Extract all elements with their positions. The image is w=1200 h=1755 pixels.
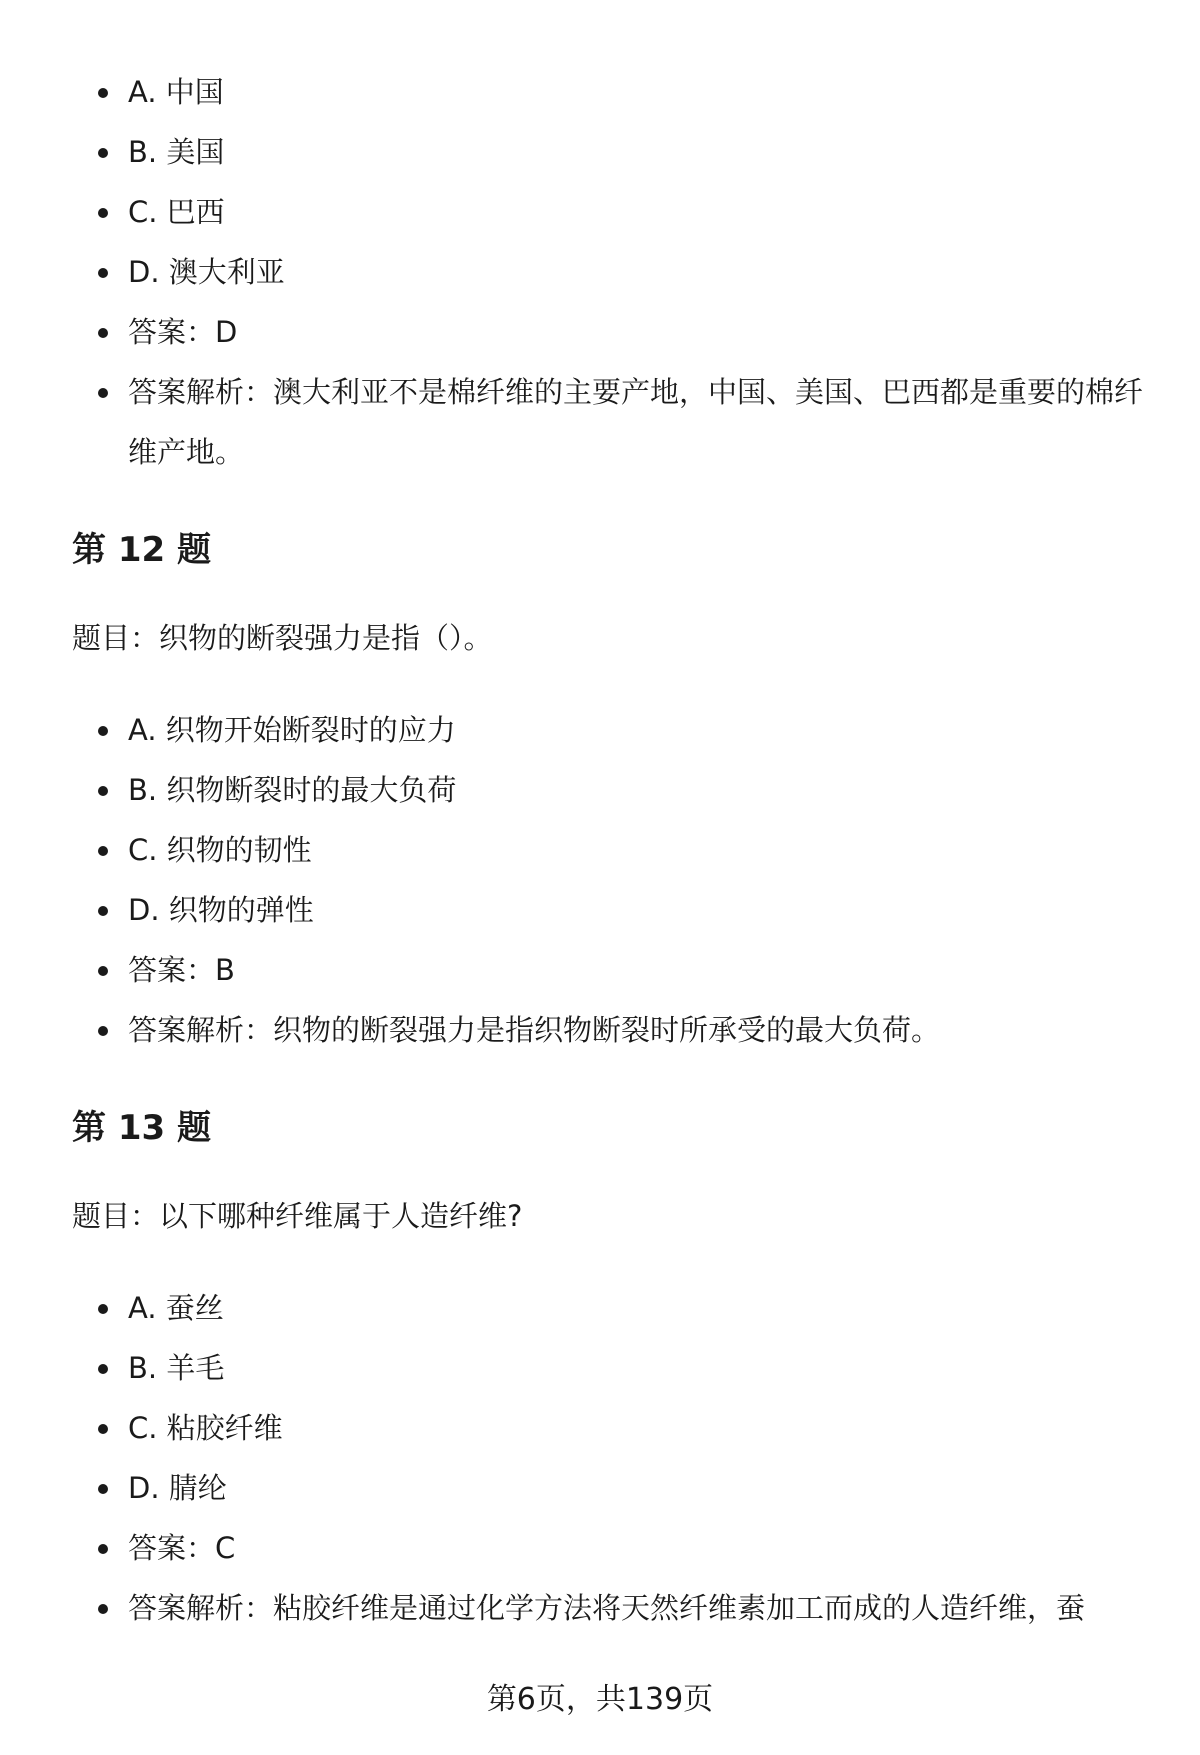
bullet-icon bbox=[98, 1304, 108, 1314]
list-item: D. 织物的弹性 bbox=[72, 880, 1152, 940]
list-item: D. 腈纶 bbox=[72, 1458, 1152, 1518]
option-list bbox=[72, 700, 1152, 1060]
page-number-footer: 第6页，共139页 bbox=[486, 1682, 714, 1717]
question-text: 题目：以下哪种纤维属于人造纤维? bbox=[72, 1199, 523, 1233]
bullet-icon bbox=[98, 1026, 108, 1036]
bullet-icon bbox=[98, 1604, 108, 1614]
list-item: B. 织物断裂时的最大负荷 bbox=[72, 760, 1152, 820]
explanation-item: 答案解析：粘胶纤维是通过化学方法将天然纤维素加工而成的人造纤维，蚕 bbox=[72, 1578, 1152, 1638]
question-heading: 第 13 题 bbox=[72, 1108, 211, 1148]
bullet-icon bbox=[98, 1424, 108, 1434]
list-item: C. 粘胶纤维 bbox=[72, 1398, 1152, 1458]
bullet-icon bbox=[98, 906, 108, 916]
question-heading: 第 12 题 bbox=[72, 530, 211, 570]
list-item: C. 织物的韧性 bbox=[72, 820, 1152, 880]
bullet-icon bbox=[98, 786, 108, 796]
list-item: A. 织物开始断裂时的应力 bbox=[72, 700, 1152, 760]
option-list bbox=[72, 1278, 1152, 1638]
answer-item: 答案：B bbox=[72, 940, 1152, 1000]
list-item: B. 羊毛 bbox=[72, 1338, 1152, 1398]
bullet-icon bbox=[98, 328, 108, 338]
bullet-icon bbox=[98, 846, 108, 856]
bullet-icon bbox=[98, 966, 108, 976]
list-item: A. 中国 bbox=[72, 62, 1152, 122]
bullet-icon bbox=[98, 1364, 108, 1374]
list-item: C. 巴西 bbox=[72, 182, 1152, 242]
list-item: A. 蚕丝 bbox=[72, 1278, 1152, 1338]
explanation-item: 答案解析：织物的断裂强力是指织物断裂时所承受的最大负荷。 bbox=[72, 1000, 1152, 1060]
bullet-icon bbox=[98, 1484, 108, 1494]
bullet-icon bbox=[98, 388, 108, 398]
bullet-icon bbox=[98, 208, 108, 218]
answer-item: 答案：C bbox=[72, 1518, 1152, 1578]
explanation-item: 答案解析：澳大利亚不是棉纤维的主要产地，中国、美国、巴西都是重要的棉纤维产地。 bbox=[72, 362, 1152, 482]
answer-item: 答案：D bbox=[72, 302, 1152, 362]
list-item: B. 美国 bbox=[72, 122, 1152, 182]
bullet-icon bbox=[98, 1544, 108, 1554]
list-item: D. 澳大利亚 bbox=[72, 242, 1152, 302]
option-list-continued bbox=[72, 62, 1152, 482]
question-text: 题目：织物的断裂强力是指（）。 bbox=[72, 621, 493, 655]
bullet-icon bbox=[98, 148, 108, 158]
bullet-icon bbox=[98, 268, 108, 278]
bullet-icon bbox=[98, 88, 108, 98]
page-content bbox=[72, 62, 1152, 1638]
bullet-icon bbox=[98, 726, 108, 736]
